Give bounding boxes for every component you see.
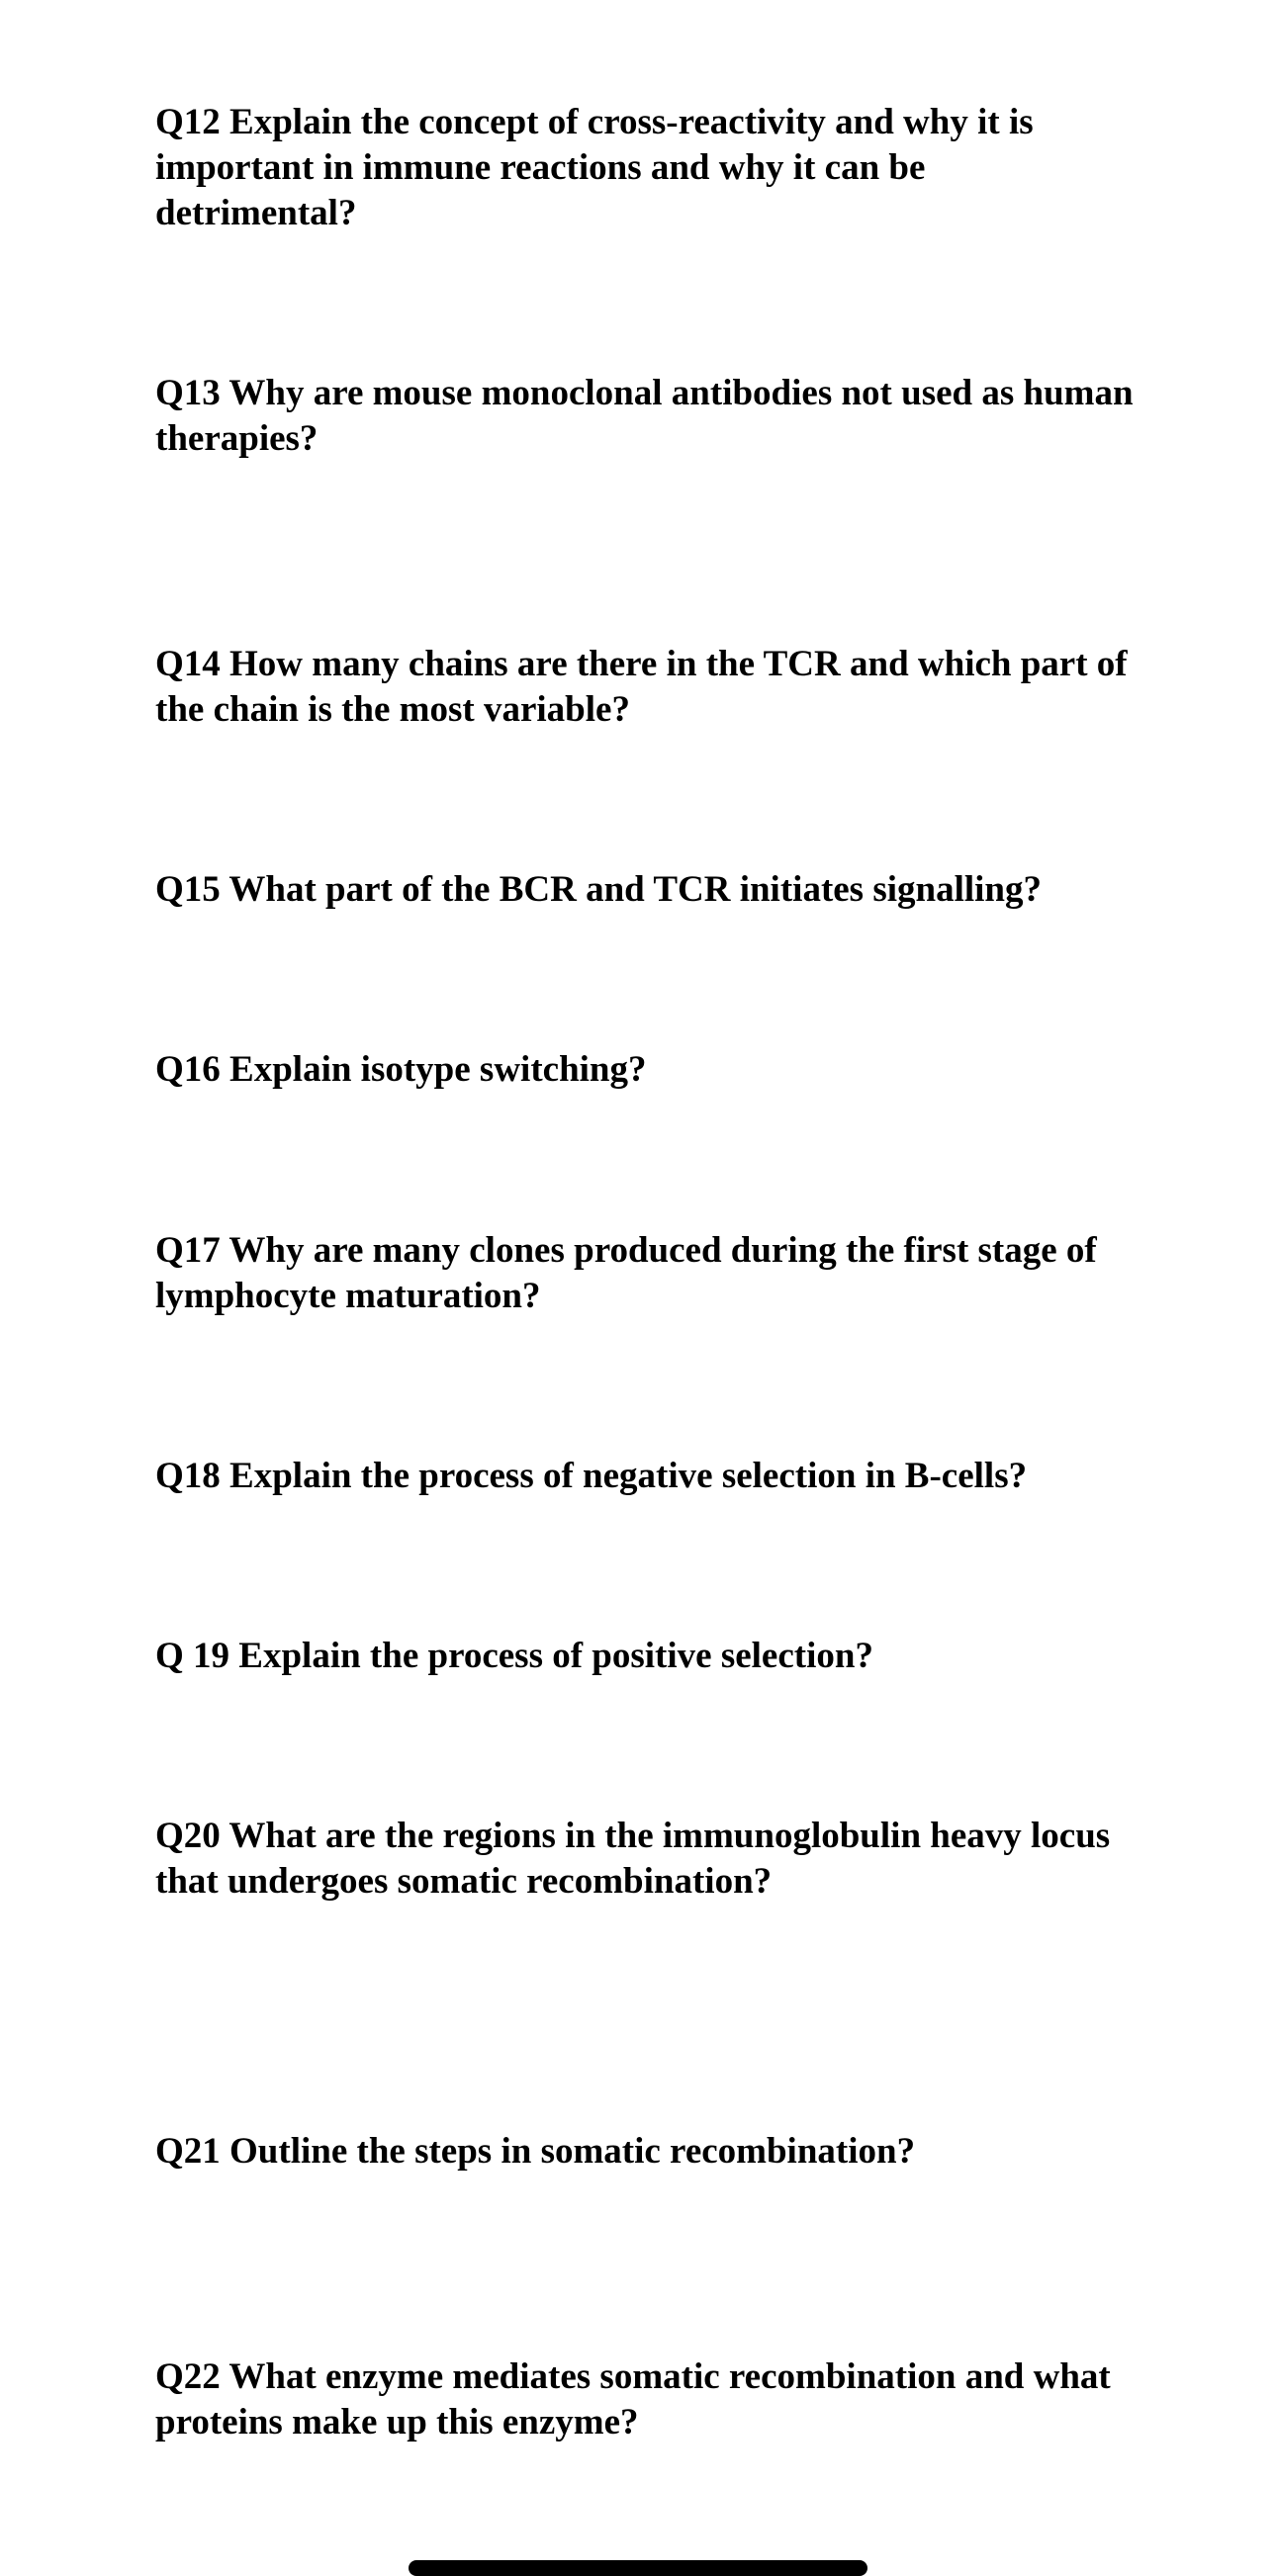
home-indicator[interactable] — [409, 2560, 867, 2576]
question-q14: Q14 How many chains are there in the TCR and which part of the chain is the most variable? — [155, 644, 1128, 730]
question-q22: Q22 What enzyme mediates somatic recombination and what proteins make up this enzyme? — [155, 2356, 1111, 2443]
question-q19: Q 19 Explain the process of positive selection? — [155, 1636, 873, 1676]
question-q15: Q15 What part of the BCR and TCR initiates signalling? — [155, 869, 1043, 910]
question-q20: Q20 What are the regions in the immunoglobulin heavy locus that undergoes somatic recombination? — [155, 1816, 1111, 1902]
question-q16: Q16 Explain isotype switching? — [155, 1049, 647, 1090]
question-q13: Q13 Why are mouse monoclonal antibodies not used as human therapies? — [155, 373, 1134, 459]
question-q12: Q12 Explain the concept of cross-reactivity and why it is important in immune reactions and why it can be detrimental? — [155, 102, 1034, 233]
question-q18: Q18 Explain the process of negative selection in B-cells? — [155, 1456, 1028, 1496]
question-q21: Q21 Outline the steps in somatic recombination? — [155, 2131, 916, 2172]
question-q17: Q17 Why are many clones produced during the first stage of lymphocyte maturation? — [155, 1230, 1097, 1316]
